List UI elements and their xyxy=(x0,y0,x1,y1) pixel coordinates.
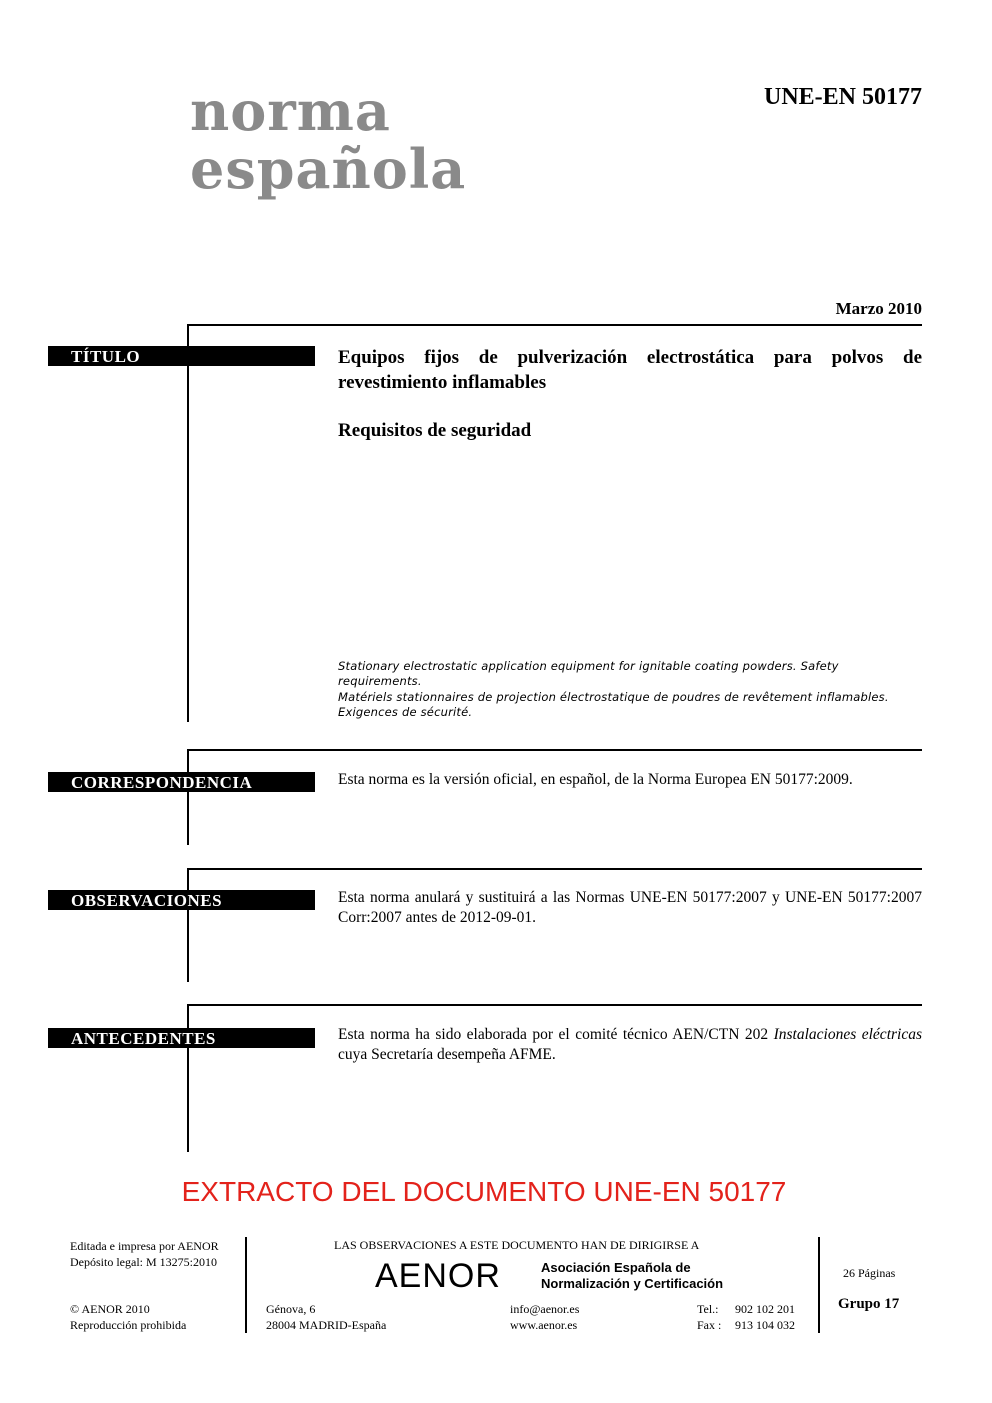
contact-email[interactable]: info@aenor.es xyxy=(510,1302,580,1316)
section-divider xyxy=(188,868,922,870)
address-city: 28004 MADRID-España xyxy=(266,1318,387,1332)
footer-copyright xyxy=(70,1301,186,1333)
footer-contact-online xyxy=(510,1301,579,1333)
section-divider xyxy=(188,749,922,751)
standard-code: UNE-EN 50177 xyxy=(763,84,922,110)
footer-edition xyxy=(70,1238,219,1270)
brand-line-2: española xyxy=(190,137,467,201)
observaciones-text: Esta norma anulará y sustituirá a las Normas UNE-EN 50177:2007 y UNE-EN 50177:2007 Corr:2007 antes de 2012-09-01. xyxy=(338,889,922,926)
contact-web[interactable]: www.aenor.es xyxy=(510,1318,578,1332)
footer-divider xyxy=(245,1237,247,1333)
correspondencia-text: Esta norma es la versión oficial, en español, de la Norma Europea EN 50177:2009. xyxy=(338,771,853,788)
brand-line-1: norma xyxy=(190,79,391,143)
edited-by: Editada e impresa por AENOR xyxy=(70,1239,219,1253)
section-divider xyxy=(188,324,922,326)
copyright: © AENOR 2010 xyxy=(70,1302,150,1316)
reproduction-notice: Reproducción prohibida xyxy=(70,1318,187,1332)
price-group: Grupo 17 xyxy=(838,1296,900,1312)
extract-notice: EXTRACTO DEL DOCUMENTO UNE-EN 50177 xyxy=(181,1176,787,1207)
footer-divider xyxy=(818,1237,820,1333)
tel-number: 902 102 201 xyxy=(735,1302,795,1316)
tel-label: Tel.: xyxy=(697,1302,719,1316)
antecedentes-text-end: cuya Secretaría desempeña AFME. xyxy=(338,1046,556,1063)
label-correspondencia: CORRESPONDENCIA xyxy=(48,772,315,792)
title-english: Stationary electrostatic application equipment for ignitable coating powders. Safety requirements. xyxy=(338,659,839,688)
footer-address xyxy=(266,1301,386,1333)
fax-number: 913 104 032 xyxy=(735,1318,795,1332)
address-street: Génova, 6 xyxy=(266,1302,316,1316)
aenor-full-name xyxy=(541,1260,723,1292)
fax-label: Fax : xyxy=(697,1318,722,1332)
section-divider xyxy=(188,1004,922,1006)
document-title: Equipos fijos de pulverización electrostática para polvos de revestimiento inflamables xyxy=(338,347,922,393)
title-french: Matériels stationnaires de projection électrostatique de poudres de revêtement inflamables. Exigences de sécurité. xyxy=(338,690,889,719)
aenor-logo: AENOR xyxy=(375,1257,501,1295)
legal-deposit: Depósito legal: M 13275:2010 xyxy=(70,1255,217,1269)
section-rule xyxy=(187,749,189,845)
footer-phone-numbers xyxy=(735,1301,795,1333)
org-name-line-2: Normalización y Certificación xyxy=(541,1276,724,1291)
antecedentes-text xyxy=(338,1025,922,1065)
committee-name: Instalaciones eléctricas xyxy=(773,1026,922,1043)
section-rule xyxy=(187,1004,189,1152)
brand-title xyxy=(190,79,467,201)
antecedentes-text-start: Esta norma ha sido elaborada por el comité técnico AEN/CTN 202 xyxy=(338,1026,774,1043)
label-observaciones: OBSERVACIONES xyxy=(48,890,315,910)
org-name-line-1: Asociación Española de xyxy=(541,1260,691,1275)
label-antecedentes: ANTECEDENTES xyxy=(48,1028,315,1048)
document-subtitle: Requisitos de seguridad xyxy=(338,420,532,441)
section-rule xyxy=(187,868,189,982)
section-rule xyxy=(187,324,189,722)
page-count: 26 Páginas xyxy=(843,1266,896,1280)
observations-notice: LAS OBSERVACIONES A ESTE DOCUMENTO HAN DE DIRIGIRSE A xyxy=(334,1238,700,1252)
label-titulo: TÍTULO xyxy=(48,346,315,366)
publication-date: Marzo 2010 xyxy=(835,299,922,318)
footer-phone-labels xyxy=(697,1301,721,1333)
